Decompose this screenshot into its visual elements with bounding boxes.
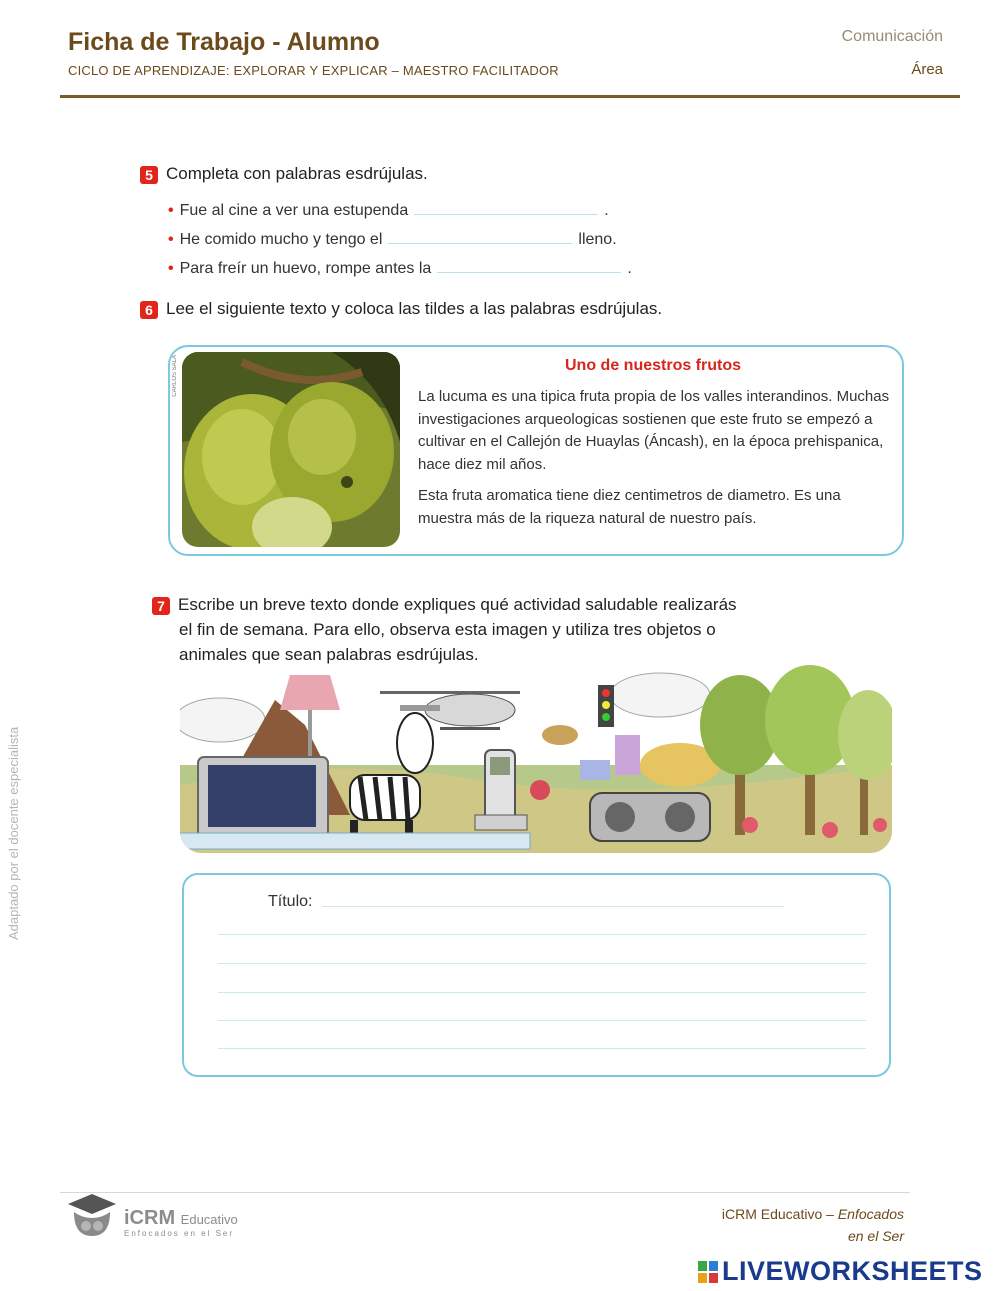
question-7-number: 7 (152, 597, 170, 615)
icrm-logo-icon (64, 1190, 120, 1240)
question-7-heading (152, 592, 737, 667)
footer-brand-line-2: en el Ser (847, 1228, 904, 1244)
writing-line-2[interactable] (218, 963, 866, 964)
radio (590, 793, 710, 841)
title-line[interactable] (322, 906, 784, 907)
lucuma-photo (182, 352, 400, 547)
header-divider (60, 95, 960, 98)
q5-blank-3[interactable] (437, 258, 621, 273)
cloud-left (180, 698, 265, 742)
card-title: Uno de nuestros frutos (565, 357, 742, 374)
writing-line-4[interactable] (218, 1020, 866, 1021)
liveworksheets-icon (698, 1261, 718, 1283)
card-paragraph-2: Esta fruta aromatica tiene diez centimetros de diametro. Es una muestra más de la riqueza natural de nuestro país. (418, 487, 841, 527)
question-6-heading (140, 299, 662, 319)
footer-divider (60, 1192, 910, 1193)
q5-item-2: • He comido mucho y tengo el lleno. (168, 231, 617, 248)
cloud-right (610, 673, 710, 717)
question-5-number: 5 (140, 166, 158, 184)
title-label: Título: (268, 893, 313, 910)
question-7-prompt-line-2: el fin de semana. Para ello, observa esta imagen y utiliza tres objetos o (179, 620, 716, 639)
question-5-prompt: Completa con palabras esdrújulas. (166, 164, 428, 183)
q5-item-1: • Fue al cine a ver una estupenda . (168, 202, 609, 219)
footer-brand-line-1: iCRM Educativo – Enfocados (721, 1206, 904, 1222)
subject-label: Comunicación (841, 28, 943, 45)
q5-item-3: • Para freír un huevo, rompe antes la . (168, 260, 632, 277)
logo-tagline: Enfocados en el Ser (124, 1229, 235, 1238)
area-label: Área (911, 61, 943, 78)
traffic-light (598, 685, 614, 727)
q5-blank-2[interactable] (388, 229, 572, 244)
card-paragraph-1: La lucuma es una tipica fruta propia de los valles interandinos. Muchas investigaciones arqueologicas sostienen que este fruto se empezó a cultivar en el Callejón de Huaylas (Áncash), en la época prehispanica, hace diez mil años. (418, 388, 890, 473)
building (615, 735, 640, 775)
question-6-prompt: Lee el siguiente texto y coloca las tildes a las palabras esdrújulas. (166, 299, 663, 318)
page-subtitle: CICLO DE APRENDIZAJE: EXPLORAR Y EXPLICAR – MAESTRO FACILITADOR (68, 63, 559, 78)
photo-credit: CARLOS SALA (172, 355, 178, 397)
question-6-number: 6 (140, 301, 158, 319)
logo-text: iCRM Educativo (124, 1207, 238, 1229)
illustration-scene (180, 665, 892, 853)
writing-line-3[interactable] (218, 992, 866, 993)
writing-line-5[interactable] (218, 1048, 866, 1049)
flower (530, 780, 550, 800)
writing-line-1[interactable] (218, 934, 866, 935)
question-5-heading (140, 164, 428, 184)
bird (542, 725, 578, 745)
ruler (180, 833, 530, 849)
question-7-prompt-line-1: Escribe un breve texto donde expliques qué actividad saludable realizarás (178, 595, 737, 614)
question-7-prompt-line-3: animales que sean palabras esdrújulas. (179, 645, 479, 664)
q5-blank-1[interactable] (414, 200, 598, 215)
lamp (280, 675, 340, 710)
page-title: Ficha de Trabajo - Alumno (68, 28, 380, 56)
liveworksheets-watermark[interactable]: LIVEWORKSHEETS (698, 1256, 983, 1287)
side-note: Adaptado por el docente especialista (6, 726, 21, 940)
